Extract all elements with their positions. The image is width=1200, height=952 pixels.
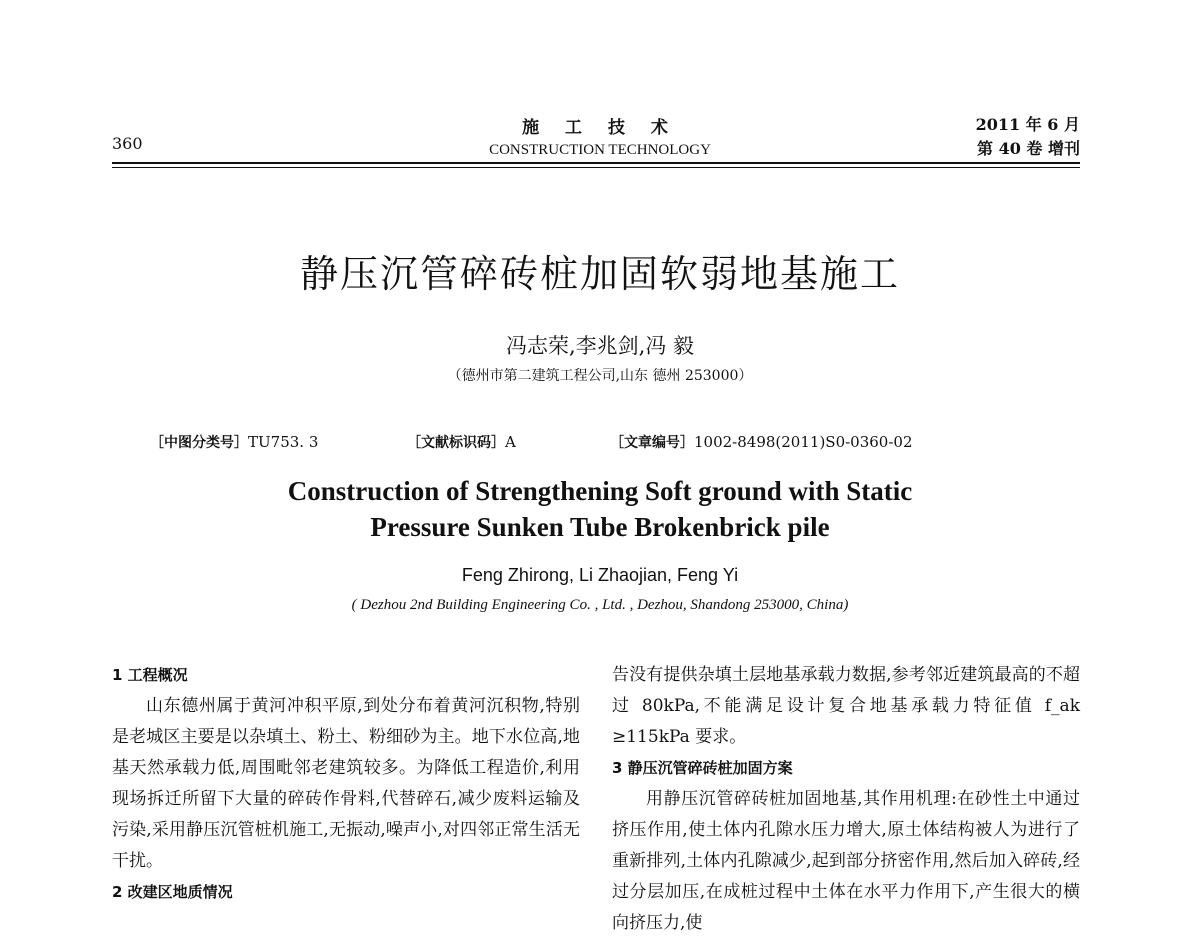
title-en-line1: Construction of Strengthening Soft ground with Static	[287, 476, 913, 506]
issue-date: 2011 年 6 月	[975, 115, 1080, 134]
continued-paragraph: 告没有提供杂填土层地基承载力数据,参考邻近建筑最高的不超过 80kPa,不能满足设计复合地基承载力特征值 f_ak ≥115kPa 要求。	[612, 665, 1080, 747]
authors-en: Feng Zhirong, Li Zhaojian, Feng Yi	[461, 565, 739, 585]
issue-volume: 第 40 卷 增刊	[977, 139, 1080, 158]
header-rule-thin	[112, 167, 1080, 168]
journal-name-en: CONSTRUCTION TECHNOLOGY	[489, 142, 711, 158]
header-rule-thick	[112, 162, 1080, 164]
left-column	[112, 660, 580, 908]
article-number: ［文章编号］1002-8498(2011)S0-0360-02	[610, 433, 913, 451]
page-number: 360	[112, 134, 143, 153]
section-2-heading: 2 改建区地质情况	[112, 883, 233, 901]
title-en-line2: Pressure Sunken Tube Brokenbrick pile	[370, 512, 830, 542]
authors-cn: 冯志荣,李兆剑,冯 毅	[505, 334, 695, 358]
issue-info	[976, 113, 1080, 161]
article-title-cn: 静压沉管碎砖桩加固软弱地基施工	[299, 252, 900, 296]
document-code: ［文献标识码］A	[407, 433, 516, 451]
section-3-paragraph: 用静压沉管碎砖桩加固地基,其作用机理:在砂性土中通过挤压作用,使土体内孔隙水压力增大,原土体结构被人为进行了重新排列,土体内孔隙减少,起到部分挤密作用,然后加入碎砖,经过分层加压,在成桩过程中土体在水平力作用下,产生很大的横向挤压力,使	[612, 789, 1080, 933]
section-1-heading: 1 工程概况	[112, 666, 188, 684]
affiliation-cn: （德州市第二建筑工程公司,山东 德州 253000）	[447, 368, 753, 384]
journal-header	[450, 113, 750, 159]
affiliation-en: ( Dezhou 2nd Building Engineering Co. , Ltd. , Dezhou, Shandong 253000, China)	[351, 597, 849, 613]
journal-name-cn: 施 工 技 术	[522, 118, 678, 138]
section-3-heading: 3 静压沉管碎砖桩加固方案	[612, 759, 793, 777]
section-1-paragraph: 山东德州属于黄河冲积平原,到处分布着黄河沉积物,特别是老城区主要是以杂填土、粉土、粉细砂为主。地下水位高,地基天然承载力低,周围毗邻老建筑较多。为降低工程造价,利用现场拆迁所留下大量的碎砖作骨料,代替碎石,减少废料运输及污染,采用静压沉管桩机施工,无振动,噪声小,对四邻正常生活无干扰。	[112, 696, 580, 871]
right-column	[612, 660, 1080, 939]
classification-code: ［中图分类号］TU753. 3	[150, 433, 319, 451]
article-title-en	[0, 473, 1200, 545]
